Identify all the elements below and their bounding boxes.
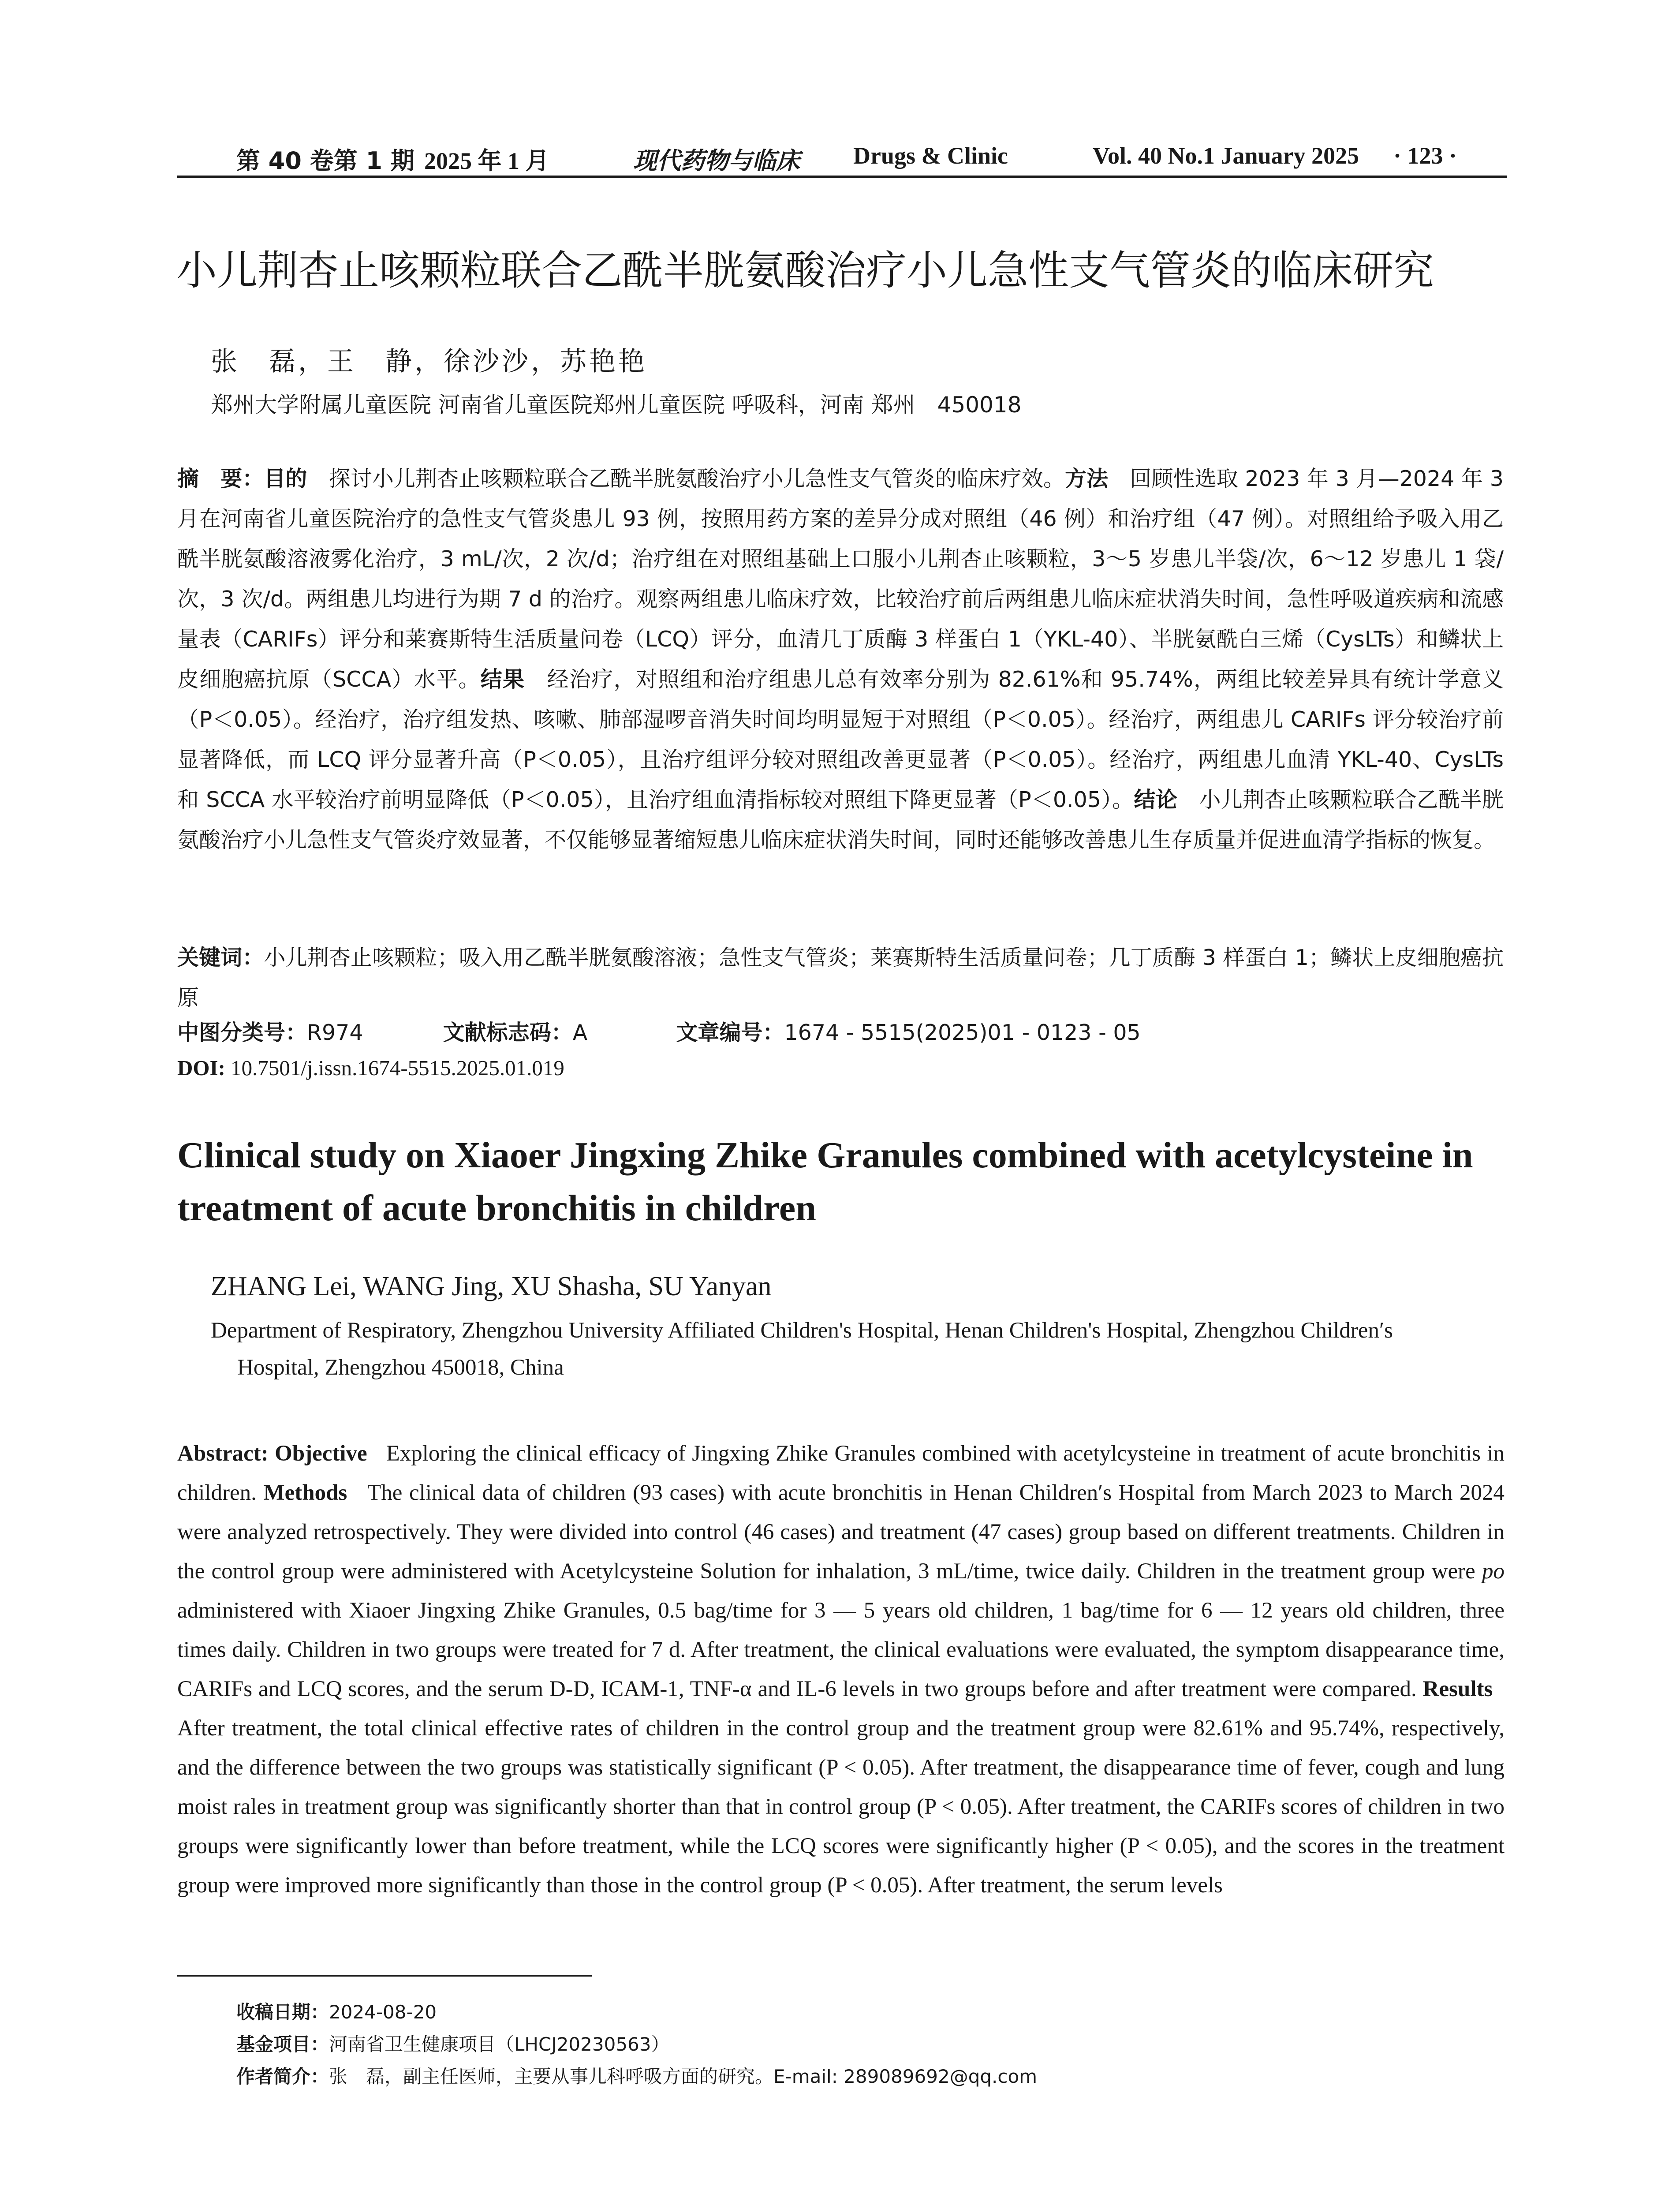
classification-line — [177, 1016, 1141, 1046]
footnote-fund — [236, 2030, 669, 2056]
footnote-rule — [177, 1975, 592, 1977]
conclusion-cn-label: 结论 — [1134, 787, 1178, 812]
objective-en-label: Objective — [275, 1441, 367, 1466]
results-en: After treatment, the total clinical effective rates of children in the control group and the treatment group were 82.61% and 95.74%, respectively, and the difference between the two groups was statistically significant (P < 0.05). After treatment, the disappearance time of fever, cough and lung moist rales in treatment group was significantly shorter than that in control group (P < 0.05). After treatment, the CARIFs scores of children in two groups were significantly lower than before treatment, while the LCQ scores were significantly higher (P < 0.05), and the scores in the treatment group were improved more significantly than those in the control group (P < 0.05). After treatment, the serum levels — [177, 1716, 1505, 1898]
doi-label: DOI: — [177, 1056, 225, 1080]
abstract-cn — [177, 459, 1504, 860]
header-volume-en: Vol. 40 No.1 January 2025 — [1093, 142, 1359, 169]
authors-en: ZHANG Lei, WANG Jing, XU Shasha, SU Yanyan — [211, 1271, 772, 1301]
methods-en-part2: administered with Xiaoer Jingxing Zhike Granules, 0.5 bag/time for 3 — 5 years old children, 1 bag/time for 6 — 12 years old children, three times daily. Children in two groups were treated for 7 d. After treatment, the clinical evaluations were evaluated, the symptom disappearance time, CARIFs and LCQ scores, and the serum D-D, ICAM-1, TNF-α and IL-6 levels in two groups before and after treatment were compared. — [177, 1598, 1505, 1701]
fund-label: 基金项目： — [236, 2033, 329, 2055]
doi-line — [177, 1055, 564, 1080]
header-page-number: · 123 · — [1393, 142, 1457, 169]
affiliation-en-line2: Hospital, Zhengzhou 450018, China — [237, 1355, 564, 1380]
keywords-cn-label: 关键词： — [177, 945, 264, 970]
methods-en-label: Methods — [263, 1480, 347, 1505]
doi-value: 10.7501/j.issn.1674-5515.2025.01.019 — [231, 1056, 564, 1080]
doc-code-label: 文献标志码： — [443, 1020, 573, 1045]
methods-en-part1: The clinical data of children (93 cases) with acute bronchitis in Henan Children′s Hospital from March 2023 to March 2024 were analyzed retrospectively. They were divided into control (46 cases) and treatment (47 cases) group based on different treatments. Children in the control group were administered with Acetylcysteine Solution for inhalation, 3 mL/time, twice daily. Children in the treatment group were — [177, 1480, 1505, 1584]
affiliation-en — [211, 1312, 1505, 1386]
results-en-label: Results — [1422, 1677, 1493, 1701]
header-journal-cn: 现代药物与临床 — [633, 147, 800, 175]
header-volume-cn: 第 40 卷第 1 期 — [236, 147, 414, 175]
doc-code-value: A — [572, 1020, 588, 1045]
keywords-cn — [177, 938, 1504, 1018]
title-cn: 小儿荆杏止咳颗粒联合乙酰半胱氨酸治疗小儿急性支气管炎的临床研究 — [176, 247, 1434, 294]
header-rule — [177, 176, 1507, 178]
results-cn: 经治疗，对照组和治疗组患儿总有效率分别为 82.61%和 95.74%，两组比较差异具有统计学意义（P＜0.05）。经治疗，治疗组发热、咳嗽、肺部湿啰音消失时间均明显短于对照组（P＜0.05）。经治疗，两组患儿 CARIFs 评分较治疗前显著降低，而 LCQ 评分显著升高（P＜0.05），且治疗组评分较对照组改善更显著（P＜0.05）。经治疗，两组患儿血清 YKL-40、CysLTs 和 SCCA 水平较治疗前明显降低（P＜0.05），且治疗组血清指标较对照组下降更显著（P＜0.05）。 — [177, 667, 1504, 812]
keywords-cn-text: 小儿荆杏止咳颗粒；吸入用乙酰半胱氨酸溶液；急性支气管炎；莱赛斯特生活质量问卷；几丁质酶 3 样蛋白 1；鳞状上皮细胞癌抗原 — [177, 945, 1504, 1010]
author-info-text: 张 磊，副主任医师，主要从事儿科呼吸方面的研究。E-mail: 289089692@qq.com — [329, 2066, 1038, 2087]
footnote-author — [236, 2062, 1037, 2089]
header-date-cn: 2025 年 1 月 — [424, 148, 549, 174]
clc-value: R974 — [307, 1020, 363, 1045]
authors-cn: 张 磊，王 静，徐沙沙，苏艳艳 — [211, 346, 647, 377]
title-en: Clinical study on Xiaoer Jingxing Zhike Granules combined with acetylcysteine in treatment of acute bronchitis in children — [177, 1135, 1473, 1229]
article-no-label: 文章编号： — [676, 1020, 784, 1045]
objective-en: Exploring the clinical efficacy of Jingxing Zhike Granules combined with acetylcysteine in treatment of acute bronchitis in children. — [177, 1441, 1505, 1505]
conclusion-cn: 小儿荆杏止咳颗粒联合乙酰半胱氨酸治疗小儿急性支气管炎疗效显著，不仅能够显著缩短患儿临床症状消失时间，同时还能够改善患儿生存质量并促进血清学指标的恢复。 — [177, 787, 1504, 852]
affiliation-en-line1: Department of Respiratory, Zhengzhou University Affiliated Children's Hospital, Henan Children's Hospital, Zhengzhou Children′s — [211, 1318, 1393, 1343]
author-info-label: 作者简介： — [236, 2066, 329, 2087]
methods-en-po: po — [1482, 1559, 1505, 1584]
abstract-en-label: Abstract: — [177, 1441, 269, 1466]
fund-text: 河南省卫生健康项目（LHCJ20230563） — [329, 2033, 670, 2055]
results-cn-label: 结果 — [480, 667, 525, 692]
methods-cn: 回顾性选取 2023 年 3 月—2024 年 3 月在河南省儿童医院治疗的急性支气管炎患儿 93 例，按照用药方案的差异分成对照组（46 例）和治疗组（47 例）。对照组给予吸入用乙酰半胱氨酸溶液雾化治疗，3 mL/次，2 次/d；治疗组在对照组基础上口服小儿荆杏止咳颗粒，3～5 岁患儿半袋/次，6～12 岁患儿 1 袋/次，3 次/d。两组患儿均进行为期 7 d 的治疗。观察两组患儿临床疗效，比较治疗前后两组患儿临床症状消失时间，急性呼吸道疾病和流感量表（CARIFs）评分和莱赛斯特生活质量问卷（LCQ）评分，血清几丁质酶 3 样蛋白 1（YKL-40）、半胱氨酰白三烯（CysLTs）和鳞状上皮细胞癌抗原（SCCA）水平。 — [177, 466, 1504, 692]
received-date: 2024-08-20 — [329, 2001, 437, 2023]
objective-cn: 探讨小儿荆杏止咳颗粒联合乙酰半胱氨酸治疗小儿急性支气管炎的临床疗效。 — [329, 466, 1065, 491]
received-label: 收稿日期： — [236, 2001, 329, 2023]
abstract-cn-label: 摘 要： — [177, 466, 264, 491]
article-no-value: 1674 - 5515(2025)01 - 0123 - 05 — [784, 1020, 1141, 1045]
header-journal-en: Drugs & Clinic — [853, 142, 1008, 169]
methods-cn-label: 方法 — [1065, 466, 1109, 491]
abstract-en — [177, 1434, 1505, 1905]
objective-cn-label: 目的 — [264, 466, 307, 491]
affiliation-cn: 郑州大学附属儿童医院 河南省儿童医院郑州儿童医院 呼吸科，河南 郑州 450018 — [211, 392, 1022, 418]
footnote-received — [236, 1998, 437, 2024]
clc-label: 中图分类号： — [177, 1020, 307, 1045]
